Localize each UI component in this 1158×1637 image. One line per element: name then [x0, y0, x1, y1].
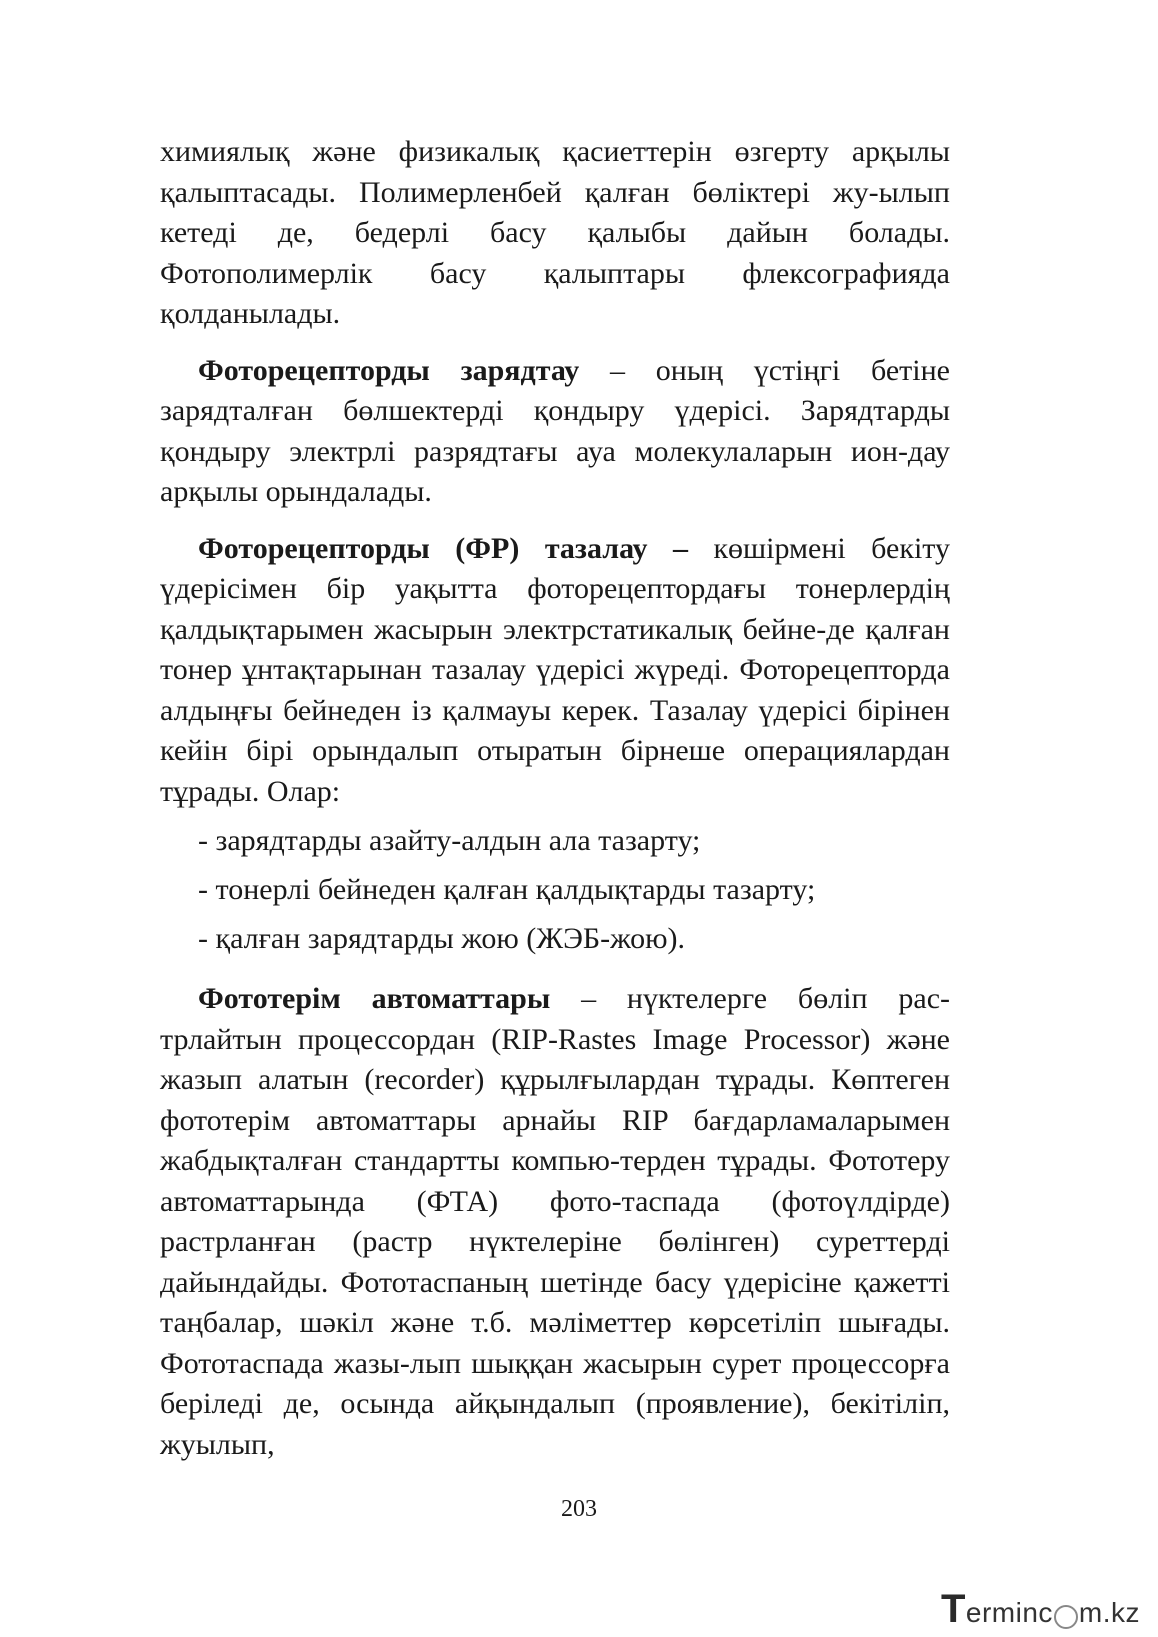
watermark-text: erminc	[965, 1596, 1053, 1628]
watermark-initial: T	[940, 1587, 966, 1631]
list-item: - қалған зарядтарды жою (ЖЭБ-жою).	[198, 922, 686, 955]
term-heading: Фоторецепторды зарядтау	[198, 353, 580, 387]
paragraph-photoreceptor-charging	[160, 351, 950, 513]
paragraph-text: – оның үстіңгі бетіне зарядталған бөлшектерді қондыру үдерісі. Зарядтарды қондыру электрлі разрядтағы ауа молекулаларын ион-дау арқылы орындалады.	[160, 353, 950, 508]
watermark-domain: m.kz	[1078, 1596, 1140, 1628]
site-watermark	[941, 1589, 1140, 1629]
paragraph-continuation	[160, 132, 950, 335]
paragraph-phototypesetters	[160, 979, 950, 1465]
list-item: - зарядтарды азайту-алдын ала тазарту;	[198, 824, 701, 857]
magnifier-icon	[1054, 1605, 1078, 1629]
term-heading: Фоторецепторды (ФР) тазалау –	[198, 531, 689, 565]
paragraph-text: химиялық және физикалық қасиеттерін өзгерту арқылы қалыптасады. Полимерленбей қалған бөліктері жу-ылып кетеді де, бедерлі басу қалыбы дайын болады. Фотополимерлік басу қалыптары флексографияда қолданылады.	[160, 135, 950, 330]
page-body	[160, 132, 950, 1465]
operations-list	[160, 816, 950, 963]
paragraph-text: көшірмені бекіту үдерісімен бір уақытта фоторецептордағы тонерлердің қалдықтарымен жасырын электрстатикалық бейне-де қалған тонер ұнтақтарынан тазалау үдерісі жүреді. Фоторецепторда алдыңғы бейнеден із қалмауы керек. Тазалау үдерісі бірінен кейін бірі орындалып отыратын бірнеше операциялардан тұрады. Олар:	[160, 531, 950, 808]
paragraph-text: – нүктелерге бөліп рас-трлайтын процессордан (RIP-Rastes Image Processor) және жазып алатын (recorder) құрылғылардан тұрады. Көптеген фототерім автоматтары арнайы RIP бағдарламаларымен жабдықталған стандартты компью-терден тұрады. Фототеру автоматтарында (ФТА) фото-таспада (фотоүлдірде) растрланған (растр нүктелеріне бөлінген) суреттерді дайындайды. Фототаспаның шетінде басу үдерісіне қажетті таңбалар, шәкіл және т.б. мәліметтер көрсетіліп шығады. Фототаспада жазы-лып шыққан жасырын сурет процессорға беріледі де, осында айқындалып (проявление), бекітіліп, жуылып,	[160, 982, 950, 1461]
list-item: - тонерлі бейнеден қалған қалдықтарды тазарту;	[198, 873, 816, 906]
paragraph-photoreceptor-cleaning	[160, 529, 950, 813]
page-number: 203	[561, 1496, 597, 1522]
term-heading: Фототерім автоматтары	[198, 982, 551, 1015]
